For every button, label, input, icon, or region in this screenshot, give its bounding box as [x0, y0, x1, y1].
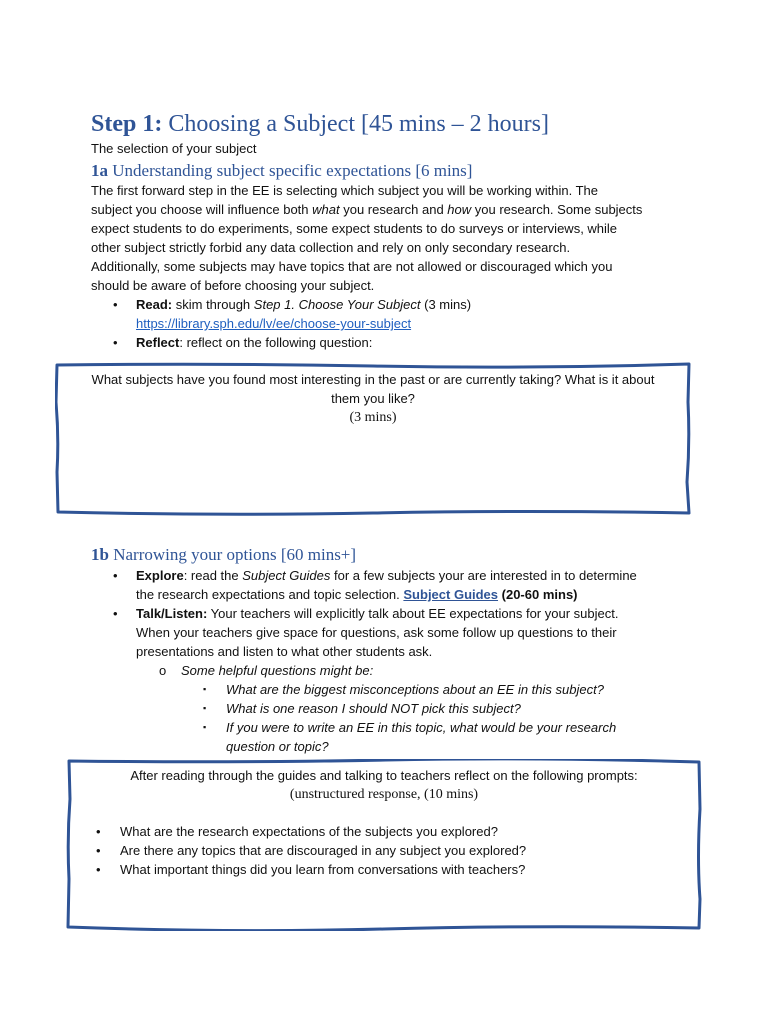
bullet-talk-listen: [91, 604, 711, 661]
page-title: [91, 108, 549, 140]
text-run: When your teachers give space for questions, ask some follow up questions to their: [136, 625, 617, 640]
emphasis-what: what: [312, 202, 340, 217]
bullet-read: [91, 295, 711, 333]
square-bullet-icon: ▪: [203, 684, 207, 694]
reflection-box-1b: [66, 759, 702, 931]
text-run: you research. Some subjects: [471, 202, 643, 217]
text-run: skim through: [172, 297, 254, 312]
text-run: (3 mins): [420, 297, 472, 312]
prompt-line: What subjects have you found most interesting in the past or are currently taking? What is it about: [91, 372, 655, 387]
reflection-item-text: What important things did you learn from conversations with teachers?: [120, 862, 526, 877]
section-1a-title: Understanding subject specific expectations [6 mins]: [112, 161, 473, 180]
bullet-icon: •: [113, 297, 118, 312]
subject-guides-time: (20-60 mins): [498, 587, 578, 602]
bullet-icon: •: [113, 568, 118, 583]
prompt-time: (unstructured response, (10 mins): [289, 787, 479, 802]
paragraph-line: other subject strictly forbid any data collection and rely on only secondary research.: [91, 240, 571, 255]
sub-bullet-helpful: [91, 661, 711, 680]
text-run: the research expectations and topic selection.: [136, 587, 404, 602]
section-1a-paragraph: [91, 181, 691, 295]
prompt-time: (3 mins): [349, 410, 397, 425]
reflection-list: [96, 822, 682, 879]
reflection-item: [96, 841, 682, 860]
question-item: [91, 718, 711, 756]
bullet-icon: •: [113, 335, 118, 350]
question-text: question or topic?: [226, 739, 329, 754]
step-label: Step 1:: [91, 111, 163, 137]
reflection-item: [96, 860, 682, 879]
reflection-item: [96, 822, 682, 841]
prompt-line: them you like?: [331, 391, 415, 406]
read-resource-title: Step 1. Choose Your Subject: [253, 297, 421, 312]
question-text: What is one reason I should NOT pick this subject?: [226, 701, 521, 716]
reflection-box-1a: [55, 362, 691, 516]
text-run: for a few subjects your are interested in to determine: [330, 568, 637, 583]
bullet-icon: •: [96, 824, 101, 839]
bullet-explore: [91, 566, 711, 604]
page-subtitle: The selection of your subject: [91, 141, 257, 156]
talk-listen-label: Talk/Listen:: [136, 606, 208, 621]
section-1b-bullets: [91, 566, 711, 756]
helpful-questions-label: Some helpful questions might be:: [181, 663, 374, 678]
subject-guides-link[interactable]: Subject Guides: [403, 587, 499, 602]
text-run: Your teachers will explicitly talk about EE expectations for your subject.: [207, 606, 619, 621]
circle-bullet-icon: o: [159, 663, 167, 678]
text-run: presentations and listen to what other students ask.: [136, 644, 433, 659]
emphasis-how: how: [447, 202, 472, 217]
question-item: [91, 699, 711, 718]
bullet-icon: •: [96, 843, 101, 858]
section-1a-label: 1a: [91, 161, 108, 180]
section-1b-label: 1b: [91, 545, 109, 564]
question-text: If you were to write an EE in this topic, what would be your research: [226, 720, 617, 735]
prompt-line: After reading through the guides and talking to teachers reflect on the following prompts:: [130, 768, 638, 783]
text-run: you research and: [339, 202, 448, 217]
section-1a-heading: [91, 160, 472, 182]
bullet-reflect: [91, 333, 711, 352]
text-run: : reflect on the following question:: [179, 335, 373, 350]
question-text: What are the biggest misconceptions about an EE in this subject?: [226, 682, 604, 697]
section-1a-bullets: [91, 295, 711, 352]
square-bullet-icon: ▪: [203, 703, 207, 713]
section-1b-title: Narrowing your options [60 mins+]: [113, 545, 357, 564]
subject-guides-italic: Subject Guides: [242, 568, 331, 583]
paragraph-line: The first forward step in the EE is selecting which subject you will be working within. The: [91, 183, 598, 198]
reflection-prompt: [66, 766, 702, 804]
reflection-item-text: What are the research expectations of the subjects you explored?: [120, 824, 498, 839]
paragraph-line: expect students to do experiments, some expect students to do surveys or interviews, while: [91, 221, 618, 236]
section-1b-heading: [91, 544, 356, 566]
explore-label: Explore: [136, 568, 184, 583]
step-title: Choosing a Subject [45 mins – 2 hours]: [168, 111, 549, 137]
paragraph-line: Additionally, some subjects may have topics that are not allowed or discouraged which you: [91, 259, 613, 274]
reflection-prompt: [55, 370, 691, 427]
paragraph-line: [91, 200, 691, 219]
reflect-label: Reflect: [136, 335, 180, 350]
paragraph-line: should be aware of before choosing your subject.: [91, 278, 375, 293]
bullet-icon: •: [96, 862, 101, 877]
text-run: subject you choose will influence both: [91, 202, 313, 217]
read-label: Read:: [136, 297, 173, 312]
choose-your-subject-link[interactable]: https://library.sph.edu/lv/ee/choose-your-subject: [136, 316, 412, 331]
reflection-item-text: Are there any topics that are discouraged in any subject you explored?: [120, 843, 527, 858]
question-item: [91, 680, 711, 699]
bullet-icon: •: [113, 606, 118, 621]
square-bullet-icon: ▪: [203, 722, 207, 732]
text-run: : read the: [183, 568, 243, 583]
